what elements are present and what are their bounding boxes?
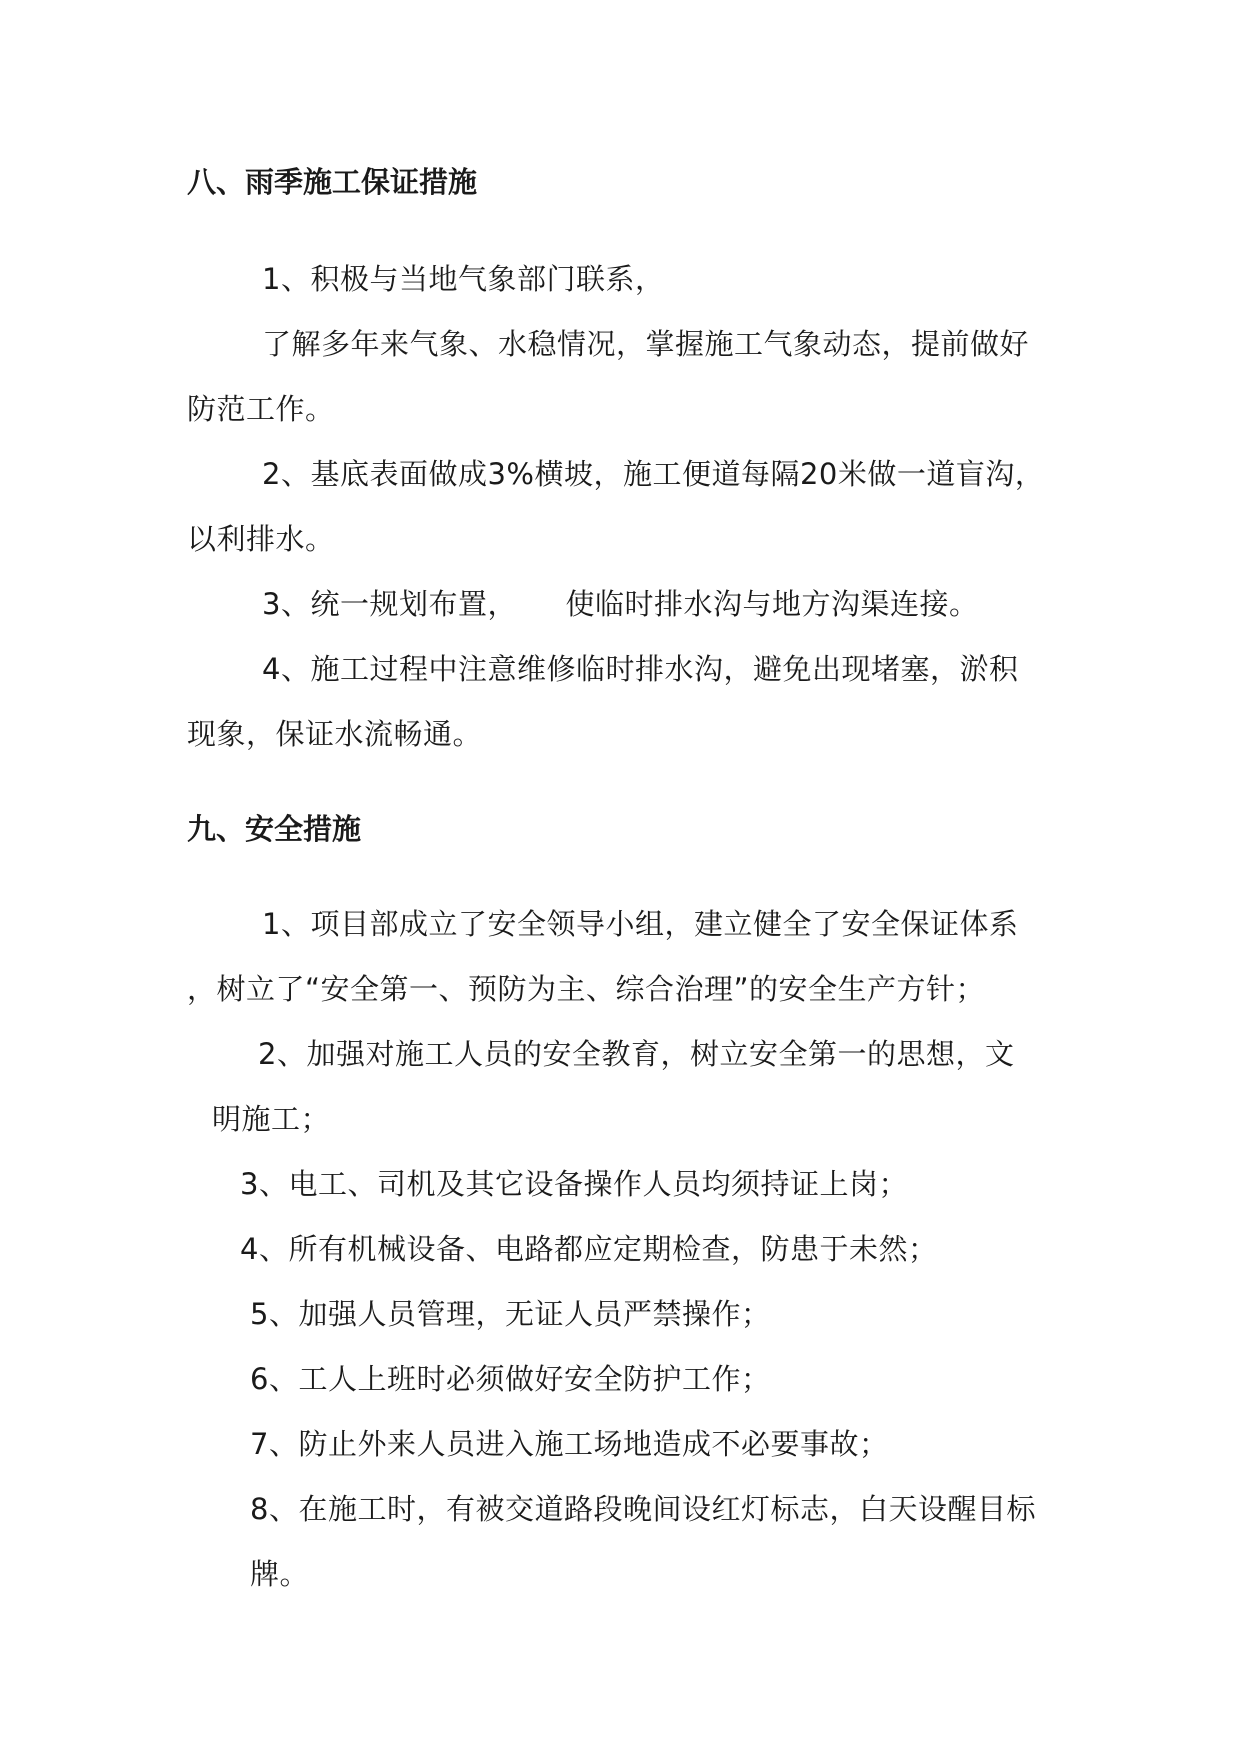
section-9-item-8-cont: 牌。 [250,1557,310,1591]
section-9-item-1-cont: ，树立了“安全第一、预防为主、综合治理”的安全生产方针； [187,972,986,1006]
section-9-item-2-cont: 明施工； [212,1102,331,1136]
section-8-item-2: 2、基底表面做成3%横坡，施工便道每隔20米做一道盲沟， [262,457,1045,491]
section-9-item-5: 5、加强人员管理，无证人员严禁操作； [250,1297,771,1331]
section-9-heading: 九、安全措施 [187,812,362,846]
section-8-item-3: 3、统一规划布置， 使临时排水沟与地方沟渠连接。 [262,587,979,621]
section-9-item-1: 1、项目部成立了安全领导小组，建立健全了安全保证体系 [262,907,1019,941]
section-8-item-1-text: 了解多年来气象、水稳情况，掌握施工气象动态，提前做好 [262,327,1030,361]
section-9-item-6: 6、工人上班时必须做好安全防护工作； [250,1362,771,1396]
section-9-item-8: 8、在施工时，有被交道路段晚间设红灯标志，白天设醒目标 [250,1492,1036,1526]
section-8-item-4-cont: 现象，保证水流畅通。 [187,717,483,751]
section-8-item-4: 4、施工过程中注意维修临时排水沟，避免出现堵塞，淤积 [262,652,1019,686]
section-8-item-2-cont: 以利排水。 [187,522,335,556]
section-8-item-1-cont: 防范工作。 [187,392,335,426]
section-9-item-3: 3、电工、司机及其它设备操作人员均须持证上岗； [240,1167,908,1201]
section-9-item-4: 4、所有机械设备、电路都应定期检查，防患于未然； [240,1232,938,1266]
section-8-heading: 八、雨季施工保证措施 [187,165,478,199]
section-8-item-1: 1、积极与当地气象部门联系， [262,262,665,296]
section-9-item-2: 2、加强对施工人员的安全教育，树立安全第一的思想，文 [258,1037,1015,1071]
section-9-item-7: 7、防止外来人员进入施工场地造成不必要事故； [250,1427,889,1461]
